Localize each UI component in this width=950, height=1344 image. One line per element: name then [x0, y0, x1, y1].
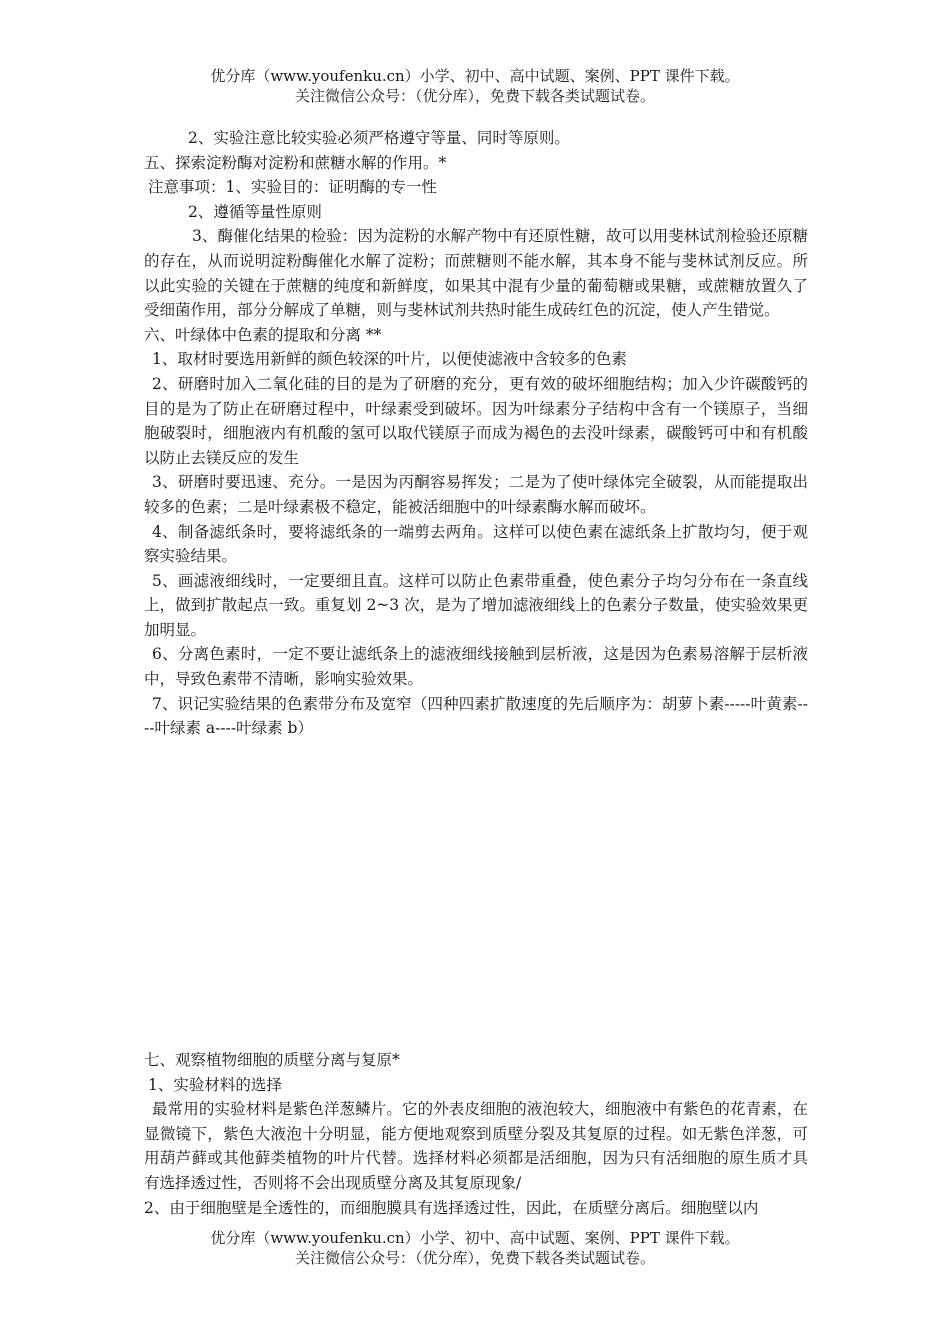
page-header — [0, 66, 950, 106]
point-2-grinding-additives: 2、研磨时加入二氧化硅的目的是为了研磨的充分，更有效的破坏细胞结构；加入少许碳酸钙的目的是为了防止在研磨过程中，叶绿素受到破坏。因为叶绿素分子结构中含有一个镁原子，当细胞破裂时，细胞液内有机酸的氢可以取代镁原子而成为褐色的去没叶绿素，碳酸钙可中和有机酸以防止去镁反应的发生 — [144, 374, 808, 467]
heading-section-7: 七、观察植物细胞的质壁分离与复原* — [144, 1051, 400, 1069]
heading-section-6: 六、叶绿体中色素的提取和分离 ** — [144, 325, 382, 344]
bottom-section — [144, 1048, 808, 1220]
point-3-grinding-speed: 3、研磨时要迅速、充分。一是因为丙酮容易挥发；二是为了使叶绿体完全破裂，从而能提取出较多的色素；二是叶绿素极不稳定，能被活细胞中的叶绿素酶水解而破坏。 — [144, 473, 808, 516]
point-5-filter-line: 5、画滤液细线时，一定要细且直。这样可以防止色素带重叠，使色素分子均匀分布在一条直线上，做到扩散起点一致。重复划 2~3 次，是为了增加滤液细线上的色素分子数量，使实验效果更加明显。 — [144, 571, 808, 639]
footer-line-1: 优分库（www.youfenku.cn）小学、初中、高中试题、案例、PPT 课件下载。 — [210, 1229, 740, 1247]
point-4-filter-paper: 4、制备滤纸条时，要将滤纸条的一端剪去两角。这样可以使色素在滤纸条上扩散均匀，便于观察实验结果。 — [144, 522, 808, 566]
note-equal-amount: 2、遵循等量性原则 — [188, 202, 322, 221]
header-line-1: 优分库（www.youfenku.cn）小学、初中、高中试题、案例、PPT 课件下载。 — [210, 67, 740, 85]
top-section — [144, 126, 808, 741]
note-purpose: 注意事项：1、实验目的：证明酶的专一性 — [148, 178, 437, 197]
footer-line-2: 关注微信公众号：（优分库），免费下载各类试题试卷。 — [294, 1249, 655, 1267]
paragraph-onion-material: 最常用的实验材料是紫色洋葱鳞片。它的外表皮细胞的液泡较大，细胞液中有紫色的花青素，在显微镜下，紫色大液泡十分明显，能方便地观察到质壁分裂及其复原的过程。如无紫色洋葱，可用葫芦藓或其他藓类植物的叶片代替。选择材料必须都是活细胞，因为只有活细胞的原生质才具有选择透过性，否则将不会出现质壁分离及其复原现象/ — [144, 1100, 808, 1192]
point-2-cell-wall: 2、由于细胞壁是全透性的，而细胞膜具有选择透过性，因此，在质壁分离后。细胞壁以内 — [144, 1198, 759, 1217]
point-6-separation: 6、分离色素时，一定不要让滤纸条上的滤液细线接触到层析液，这是因为色素易溶解于层析液中，导致色素带不清晰，影响实验效果。 — [144, 645, 808, 689]
heading-section-5: 五、探索淀粉酶对淀粉和蔗糖水解的作用。* — [144, 153, 447, 172]
point-1-material: 1、取材时要选用新鲜的颜色较深的叶片，以便使滤液中含较多的色素 — [152, 350, 627, 369]
subheading-material-choice: 1、实验材料的选择 — [148, 1075, 282, 1094]
header-line-2: 关注微信公众号：（优分库），免费下载各类试题试卷。 — [294, 87, 655, 105]
note-result-test: 3、酶催化结果的检验：因为淀粉的水解产物中有还原性糖，故可以用斐林试剂检验还原糖的存在，从而说明淀粉酶催化水解了淀粉；而蔗糖则不能水解，其本身不能与斐林试剂反应。所以此实验的关键在于蔗糖的纯度和新鲜度，如果其中混有少量的葡萄糖或果糖，或蔗糖放置久了受细菌作用，部分分解成了单糖，则与斐林试剂共热时能生成砖红色的沉淀，使人产生错觉。 — [144, 227, 808, 320]
page-footer — [0, 1228, 950, 1268]
point-7-results: 7、识记实验结果的色素带分布及宽窄（四种四素扩散速度的先后顺序为：胡萝卜素-----叶黄素----叶绿素 a----叶绿素 b） — [144, 694, 808, 738]
note-same-amount: 2、实验注意比较实验必须严格遵守等量、同时等原则。 — [188, 129, 570, 147]
